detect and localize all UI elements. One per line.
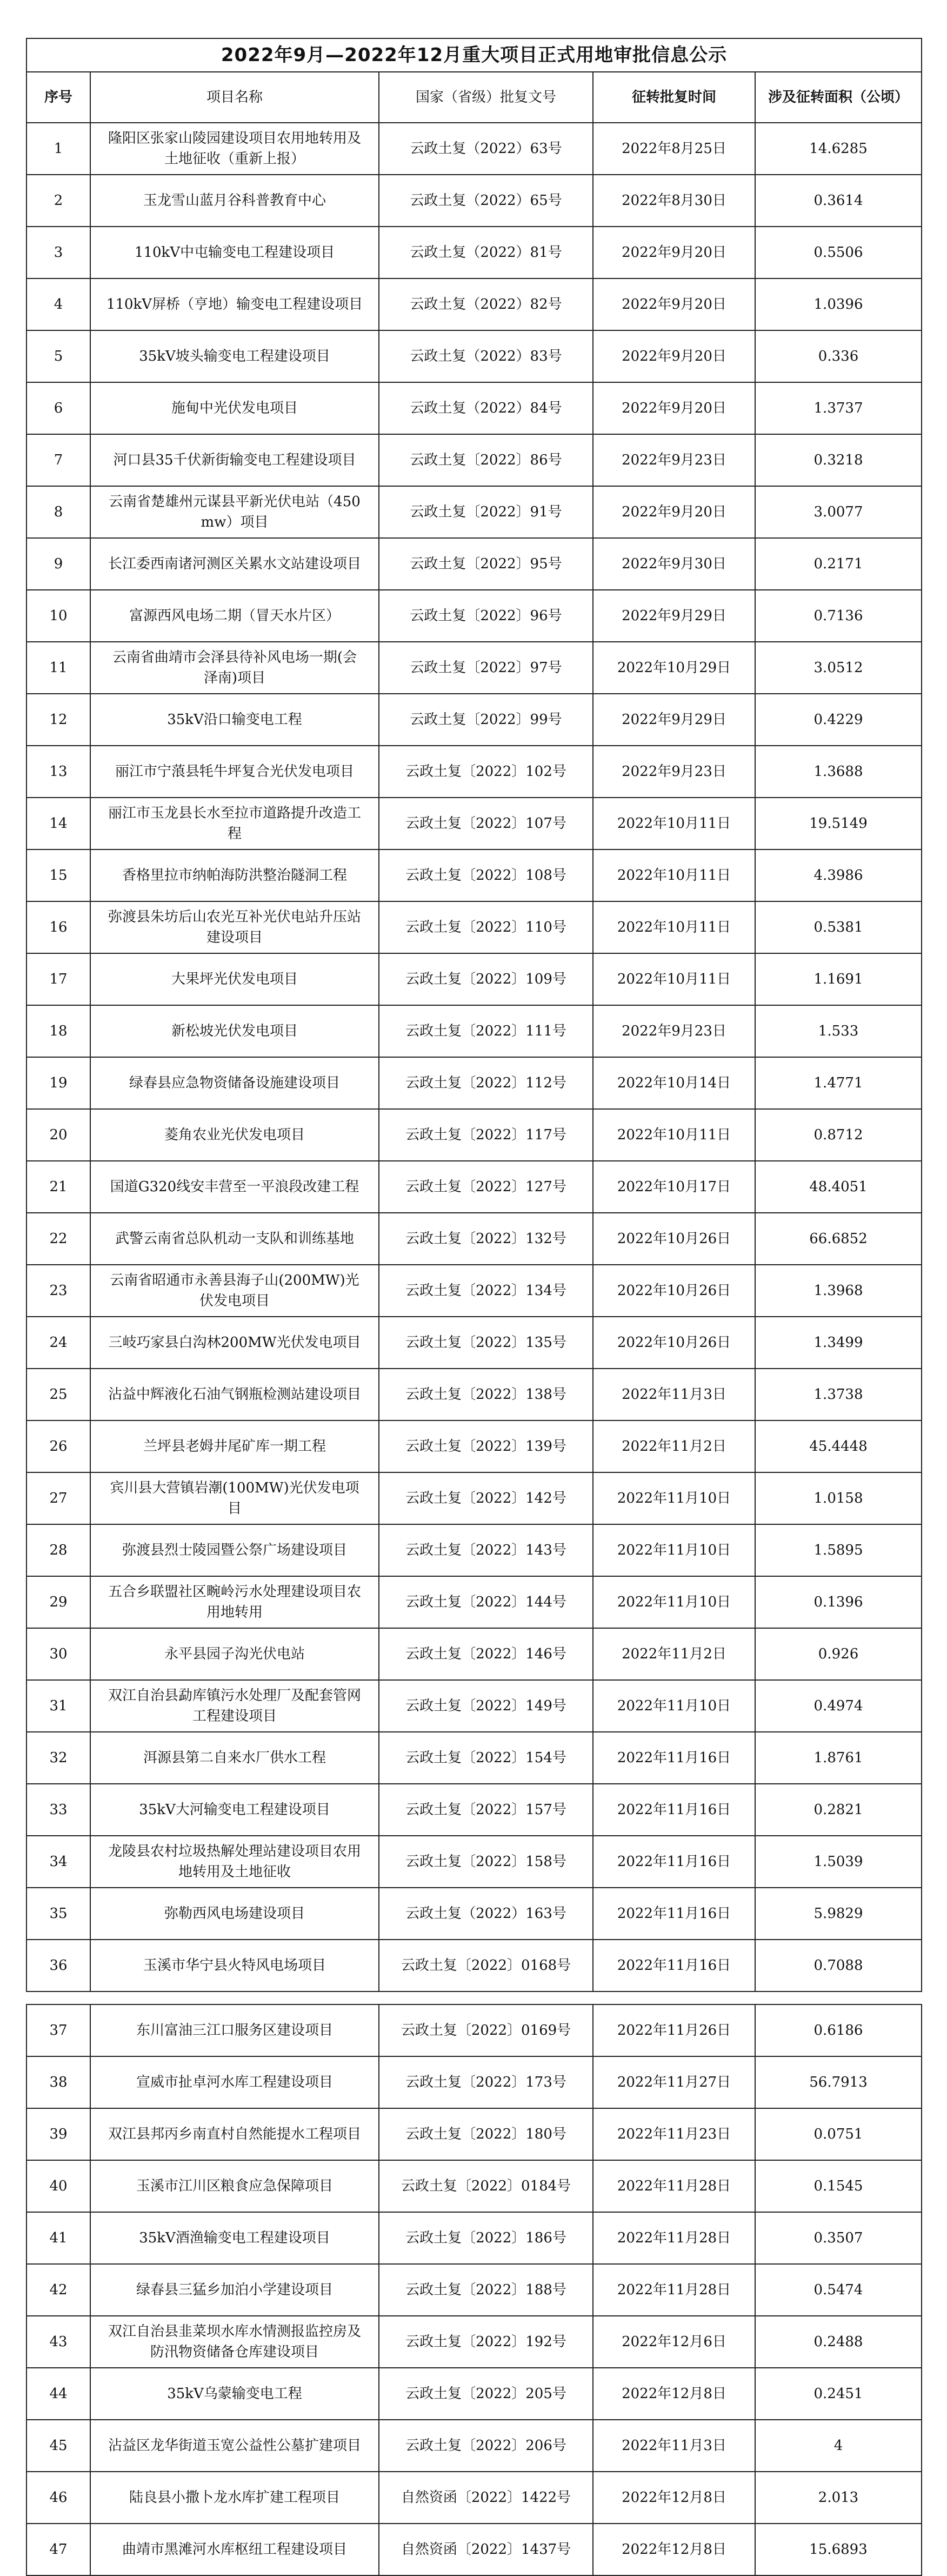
- table-row: [26, 1265, 922, 1317]
- table-row: [26, 1161, 922, 1213]
- area-cell: 4.3986: [755, 849, 922, 901]
- row-number-cell: 10: [26, 590, 90, 642]
- project-name-cell: 菱角农业光伏发电项目: [90, 1109, 379, 1161]
- project-name-cell: 兰坪县老姆井尾矿库一期工程: [90, 1420, 379, 1472]
- area-cell: 3.0512: [755, 642, 922, 694]
- row-number-cell: 47: [26, 2524, 90, 2575]
- row-number-cell: 4: [26, 278, 90, 330]
- approval-number-cell: 云政土复〔2022〕206号: [379, 2420, 593, 2472]
- approval-number-cell: 云政土复〔2022〕117号: [379, 1109, 593, 1161]
- approval-date-cell: 2022年10月26日: [593, 1213, 755, 1265]
- area-cell: 0.0751: [755, 2108, 922, 2160]
- approval-number-cell: 云政土复〔2022〕107号: [379, 798, 593, 849]
- approval-number-cell: 云政土复〔2022〕109号: [379, 953, 593, 1005]
- project-name-cell: 龙陵县农村垃圾热解处理站建设项目农用地转用及土地征收: [90, 1836, 379, 1888]
- table-row: [26, 2524, 922, 2575]
- project-name-cell: 双江自治县韭菜坝水库水情测报监控房及防汛物资储备仓库建设项目: [90, 2316, 379, 2368]
- approval-number-cell: 云政土复（2022）63号: [379, 123, 593, 175]
- area-cell: 0.8712: [755, 1109, 922, 1161]
- row-number-cell: 26: [26, 1420, 90, 1472]
- project-name-cell: 沾益区龙华街道玉宽公益性公墓扩建项目: [90, 2420, 379, 2472]
- table-row: [26, 1369, 922, 1420]
- row-number-cell: 27: [26, 1472, 90, 1524]
- approval-date-cell: 2022年10月11日: [593, 849, 755, 901]
- approval-number-cell: 云政土复（2022）163号: [379, 1888, 593, 1940]
- area-cell: 0.2821: [755, 1784, 922, 1836]
- table-row: [26, 1057, 922, 1109]
- project-name-cell: 弥渡县朱坊后山农光互补光伏电站升压站建设项目: [90, 901, 379, 953]
- area-cell: 0.2488: [755, 2316, 922, 2368]
- table-row: [26, 1317, 922, 1369]
- area-cell: 0.5381: [755, 901, 922, 953]
- approval-date-cell: 2022年11月28日: [593, 2212, 755, 2264]
- approval-date-cell: 2022年11月10日: [593, 1680, 755, 1732]
- project-name-cell: 玉龙雪山蓝月谷科普教育中心: [90, 175, 379, 227]
- approval-number-cell: 云政土复〔2022〕144号: [379, 1576, 593, 1628]
- row-number-cell: 29: [26, 1576, 90, 1628]
- row-number-cell: 17: [26, 953, 90, 1005]
- project-name-cell: 绿春县三猛乡加泊小学建设项目: [90, 2264, 379, 2316]
- row-number-cell: 18: [26, 1005, 90, 1057]
- row-number-cell: 42: [26, 2264, 90, 2316]
- row-number-cell: 3: [26, 227, 90, 278]
- approval-number-cell: 云政土复〔2022〕0169号: [379, 2004, 593, 2056]
- row-number-cell: 35: [26, 1888, 90, 1940]
- approval-date-cell: 2022年11月16日: [593, 1940, 755, 1991]
- area-cell: 0.5474: [755, 2264, 922, 2316]
- area-cell: 1.3738: [755, 1369, 922, 1420]
- area-cell: 0.4229: [755, 694, 922, 746]
- approval-number-cell: 云政土复〔2022〕86号: [379, 434, 593, 486]
- table-row: [26, 2108, 922, 2160]
- table-row: [26, 1576, 922, 1628]
- row-number-cell: 33: [26, 1784, 90, 1836]
- approval-number-cell: 云政土复〔2022〕91号: [379, 486, 593, 538]
- approval-number-cell: 云政土复〔2022〕157号: [379, 1784, 593, 1836]
- approval-date-cell: 2022年9月20日: [593, 382, 755, 434]
- area-cell: 1.533: [755, 1005, 922, 1057]
- approval-date-cell: 2022年11月2日: [593, 1628, 755, 1680]
- project-name-cell: 双江自治县勐库镇污水处理厂及配套管网工程建设项目: [90, 1680, 379, 1732]
- table-row: [26, 278, 922, 330]
- project-name-cell: 国道G320线安丰营至一平浪段改建工程: [90, 1161, 379, 1213]
- approval-number-cell: 云政土复〔2022〕186号: [379, 2212, 593, 2264]
- table-row: [26, 1109, 922, 1161]
- approval-date-cell: 2022年9月23日: [593, 746, 755, 798]
- approval-date-cell: 2022年11月27日: [593, 2056, 755, 2108]
- row-number-cell: 23: [26, 1265, 90, 1317]
- row-number-cell: 1: [26, 123, 90, 175]
- project-name-cell: 宾川县大营镇岩潮(100MW)光伏发电项目: [90, 1472, 379, 1524]
- row-number-cell: 9: [26, 538, 90, 590]
- approval-number-cell: 云政土复〔2022〕108号: [379, 849, 593, 901]
- table-row: [26, 1472, 922, 1524]
- table-row: [26, 746, 922, 798]
- header-approval-number: 国家（省级）批复文号: [379, 72, 593, 123]
- area-cell: 0.1545: [755, 2160, 922, 2212]
- table-row: [26, 1680, 922, 1732]
- project-name-cell: 玉溪市华宁县火特风电场项目: [90, 1940, 379, 1991]
- approval-date-cell: 2022年12月8日: [593, 2524, 755, 2575]
- approval-number-cell: 云政土复（2022）81号: [379, 227, 593, 278]
- project-name-cell: 三岐巧家县白沟林200MW光伏发电项目: [90, 1317, 379, 1369]
- row-number-cell: 44: [26, 2368, 90, 2420]
- project-name-cell: 东川富油三江口服务区建设项目: [90, 2004, 379, 2056]
- table-row: [26, 1836, 922, 1888]
- project-name-cell: 35kV酒渔输变电工程建设项目: [90, 2212, 379, 2264]
- table-row: [26, 330, 922, 382]
- approval-date-cell: 2022年9月20日: [593, 486, 755, 538]
- approval-number-cell: 云政土复〔2022〕97号: [379, 642, 593, 694]
- table-row: [26, 1628, 922, 1680]
- approval-date-cell: 2022年10月26日: [593, 1265, 755, 1317]
- approval-number-cell: 云政土复〔2022〕111号: [379, 1005, 593, 1057]
- approval-number-cell: 云政土复〔2022〕192号: [379, 2316, 593, 2368]
- approval-date-cell: 2022年9月29日: [593, 590, 755, 642]
- project-name-cell: 35kV坡头输变电工程建设项目: [90, 330, 379, 382]
- approval-number-cell: 云政土复〔2022〕132号: [379, 1213, 593, 1265]
- row-number-cell: 39: [26, 2108, 90, 2160]
- area-cell: 3.0077: [755, 486, 922, 538]
- row-number-cell: 16: [26, 901, 90, 953]
- area-cell: 0.2451: [755, 2368, 922, 2420]
- area-cell: 0.5506: [755, 227, 922, 278]
- row-number-cell: 6: [26, 382, 90, 434]
- project-name-cell: 110kV屏桥（亨地）输变电工程建设项目: [90, 278, 379, 330]
- approval-number-cell: 云政土复（2022）65号: [379, 175, 593, 227]
- area-cell: 2.013: [755, 2472, 922, 2524]
- approval-number-cell: 云政土复〔2022〕127号: [379, 1161, 593, 1213]
- table-row: [26, 2160, 922, 2212]
- row-number-cell: 21: [26, 1161, 90, 1213]
- project-name-cell: 35kV大河输变电工程建设项目: [90, 1784, 379, 1836]
- approval-number-cell: 云政土复〔2022〕142号: [379, 1472, 593, 1524]
- area-cell: 0.4974: [755, 1680, 922, 1732]
- project-name-cell: 玉溪市江川区粮食应急保障项目: [90, 2160, 379, 2212]
- table-row: [26, 382, 922, 434]
- row-number-cell: 30: [26, 1628, 90, 1680]
- table-row: [26, 1940, 922, 1991]
- approval-date-cell: 2022年10月29日: [593, 642, 755, 694]
- row-number-cell: 45: [26, 2420, 90, 2472]
- table-row: [26, 2368, 922, 2420]
- area-cell: 1.3968: [755, 1265, 922, 1317]
- project-name-cell: 永平县园子沟光伏电站: [90, 1628, 379, 1680]
- project-name-cell: 云南省昭通市永善县海子山(200MW)光伏发电项目: [90, 1265, 379, 1317]
- approval-number-cell: 云政土复（2022）82号: [379, 278, 593, 330]
- row-number-cell: 8: [26, 486, 90, 538]
- approval-date-cell: 2022年11月10日: [593, 1576, 755, 1628]
- area-cell: 66.6852: [755, 1213, 922, 1265]
- approval-date-cell: 2022年11月10日: [593, 1524, 755, 1576]
- page-gap: [26, 1992, 921, 2004]
- project-name-cell: 弥渡县烈士陵园暨公祭广场建设项目: [90, 1524, 379, 1576]
- table-row: [26, 538, 922, 590]
- area-cell: 0.7088: [755, 1940, 922, 1991]
- approval-date-cell: 2022年9月20日: [593, 227, 755, 278]
- header-project-name: 项目名称: [90, 72, 379, 123]
- table-row: [26, 175, 922, 227]
- project-name-cell: 丽江市玉龙县长水至拉市道路提升改造工程: [90, 798, 379, 849]
- area-cell: 1.1691: [755, 953, 922, 1005]
- approval-date-cell: 2022年11月10日: [593, 1472, 755, 1524]
- project-name-cell: 沾益中辉液化石油气钢瓶检测站建设项目: [90, 1369, 379, 1420]
- project-name-cell: 大果坪光伏发电项目: [90, 953, 379, 1005]
- project-name-cell: 河口县35千伏新街输变电工程建设项目: [90, 434, 379, 486]
- approval-number-cell: 云政土复〔2022〕110号: [379, 901, 593, 953]
- area-cell: 1.3688: [755, 746, 922, 798]
- area-cell: 56.7913: [755, 2056, 922, 2108]
- table-row: [26, 2212, 922, 2264]
- project-name-cell: 丽江市宁蒗县牦牛坪复合光伏发电项目: [90, 746, 379, 798]
- approval-date-cell: 2022年11月2日: [593, 1420, 755, 1472]
- table-row: [26, 227, 922, 278]
- approval-date-cell: 2022年12月8日: [593, 2368, 755, 2420]
- approval-date-cell: 2022年11月3日: [593, 1369, 755, 1420]
- approval-date-cell: 2022年9月23日: [593, 1005, 755, 1057]
- approval-date-cell: 2022年11月16日: [593, 1732, 755, 1784]
- header-approval-date: 征转批复时间: [593, 72, 755, 123]
- row-number-cell: 24: [26, 1317, 90, 1369]
- approval-date-cell: 2022年9月20日: [593, 278, 755, 330]
- project-name-cell: 洱源县第二自来水厂供水工程: [90, 1732, 379, 1784]
- approval-date-cell: 2022年9月23日: [593, 434, 755, 486]
- approval-date-cell: 2022年11月23日: [593, 2108, 755, 2160]
- area-cell: 0.3507: [755, 2212, 922, 2264]
- approval-date-cell: 2022年9月30日: [593, 538, 755, 590]
- approval-date-cell: 2022年8月30日: [593, 175, 755, 227]
- approval-number-cell: 云政土复〔2022〕149号: [379, 1680, 593, 1732]
- project-name-cell: 110kV中屯输变电工程建设项目: [90, 227, 379, 278]
- approval-number-cell: 云政土复〔2022〕139号: [379, 1420, 593, 1472]
- approval-date-cell: 2022年11月16日: [593, 1836, 755, 1888]
- project-name-cell: 云南省曲靖市会泽县待补风电场一期(会泽南)项目: [90, 642, 379, 694]
- table-row: [26, 1784, 922, 1836]
- table-row: [26, 849, 922, 901]
- approval-date-cell: 2022年9月20日: [593, 330, 755, 382]
- table-row: [26, 1420, 922, 1472]
- approval-date-cell: 2022年9月29日: [593, 694, 755, 746]
- row-number-cell: 40: [26, 2160, 90, 2212]
- approval-number-cell: 云政土复〔2022〕0184号: [379, 2160, 593, 2212]
- row-number-cell: 11: [26, 642, 90, 694]
- table-row: [26, 2316, 922, 2368]
- approval-date-cell: 2022年10月11日: [593, 901, 755, 953]
- area-cell: 0.1396: [755, 1576, 922, 1628]
- approval-date-cell: 2022年10月11日: [593, 798, 755, 849]
- project-name-cell: 弥勒西风电场建设项目: [90, 1888, 379, 1940]
- table-row: [26, 642, 922, 694]
- approval-number-cell: 云政土复〔2022〕134号: [379, 1265, 593, 1317]
- row-number-cell: 22: [26, 1213, 90, 1265]
- table-row: [26, 1005, 922, 1057]
- approval-number-cell: 云政土复〔2022〕112号: [379, 1057, 593, 1109]
- table-row: [26, 2004, 922, 2056]
- project-name-cell: 35kV乌蒙输变电工程: [90, 2368, 379, 2420]
- area-cell: 0.3614: [755, 175, 922, 227]
- approval-date-cell: 2022年11月16日: [593, 1784, 755, 1836]
- project-name-cell: 新松坡光伏发电项目: [90, 1005, 379, 1057]
- row-number-cell: 5: [26, 330, 90, 382]
- row-number-cell: 15: [26, 849, 90, 901]
- row-number-cell: 2: [26, 175, 90, 227]
- table-row: [26, 694, 922, 746]
- row-number-cell: 37: [26, 2004, 90, 2056]
- approval-number-cell: 云政土复（2022）84号: [379, 382, 593, 434]
- approval-table: [26, 38, 922, 1992]
- approval-number-cell: 云政土复〔2022〕146号: [379, 1628, 593, 1680]
- approval-number-cell: 云政土复〔2022〕188号: [379, 2264, 593, 2316]
- table-row: [26, 901, 922, 953]
- area-cell: 14.6285: [755, 123, 922, 175]
- table-row: [26, 2472, 922, 2524]
- table-row: [26, 434, 922, 486]
- project-name-cell: 五合乡联盟社区畹岭污水处理建设项目农用地转用: [90, 1576, 379, 1628]
- area-cell: 0.336: [755, 330, 922, 382]
- table-body-part1: [26, 123, 922, 1991]
- row-number-cell: 25: [26, 1369, 90, 1420]
- approval-number-cell: 云政土复〔2022〕135号: [379, 1317, 593, 1369]
- area-cell: 0.926: [755, 1628, 922, 1680]
- row-number-cell: 28: [26, 1524, 90, 1576]
- approval-number-cell: 自然资函〔2022〕1422号: [379, 2472, 593, 2524]
- row-number-cell: 12: [26, 694, 90, 746]
- area-cell: 1.5895: [755, 1524, 922, 1576]
- area-cell: 5.9829: [755, 1888, 922, 1940]
- table-row: [26, 2056, 922, 2108]
- table-row: [26, 953, 922, 1005]
- approval-date-cell: 2022年11月26日: [593, 2004, 755, 2056]
- row-number-cell: 31: [26, 1680, 90, 1732]
- approval-date-cell: 2022年8月25日: [593, 123, 755, 175]
- project-name-cell: 陆良县小撒卜龙水库扩建工程项目: [90, 2472, 379, 2524]
- approval-date-cell: 2022年10月11日: [593, 953, 755, 1005]
- project-name-cell: 绿春县应急物资储备设施建设项目: [90, 1057, 379, 1109]
- area-cell: 48.4051: [755, 1161, 922, 1213]
- table-row: [26, 2420, 922, 2472]
- project-name-cell: 施甸中光伏发电项目: [90, 382, 379, 434]
- area-cell: 1.0396: [755, 278, 922, 330]
- approval-number-cell: 云政土复（2022）83号: [379, 330, 593, 382]
- approval-date-cell: 2022年10月26日: [593, 1317, 755, 1369]
- header-row: [26, 72, 922, 123]
- approval-number-cell: 云政土复〔2022〕95号: [379, 538, 593, 590]
- row-number-cell: 34: [26, 1836, 90, 1888]
- area-cell: 1.3737: [755, 382, 922, 434]
- project-name-cell: 云南省楚雄州元谋县平新光伏电站（450mw）项目: [90, 486, 379, 538]
- project-name-cell: 长江委西南诸河测区关累水文站建设项目: [90, 538, 379, 590]
- row-number-cell: 14: [26, 798, 90, 849]
- row-number-cell: 38: [26, 2056, 90, 2108]
- approval-date-cell: 2022年11月16日: [593, 1888, 755, 1940]
- area-cell: 4: [755, 2420, 922, 2472]
- table-row: [26, 123, 922, 175]
- approval-number-cell: 云政土复〔2022〕158号: [379, 1836, 593, 1888]
- area-cell: 1.8761: [755, 1732, 922, 1784]
- approval-date-cell: 2022年12月6日: [593, 2316, 755, 2368]
- approval-date-cell: 2022年11月28日: [593, 2264, 755, 2316]
- approval-number-cell: 云政土复〔2022〕173号: [379, 2056, 593, 2108]
- approval-number-cell: 云政土复〔2022〕99号: [379, 694, 593, 746]
- row-number-cell: 19: [26, 1057, 90, 1109]
- area-cell: 45.4448: [755, 1420, 922, 1472]
- approval-date-cell: 2022年10月17日: [593, 1161, 755, 1213]
- table-row: [26, 1213, 922, 1265]
- project-name-cell: 宣威市扯卓河水库工程建设项目: [90, 2056, 379, 2108]
- approval-table-continued: [26, 2004, 922, 2576]
- table-body-part2: [26, 2004, 922, 2575]
- table-row: [26, 486, 922, 538]
- header-no: 序号: [26, 72, 90, 123]
- approval-number-cell: 云政土复〔2022〕143号: [379, 1524, 593, 1576]
- approval-date-cell: 2022年11月3日: [593, 2420, 755, 2472]
- project-name-cell: 曲靖市黑滩河水库枢纽工程建设项目: [90, 2524, 379, 2575]
- approval-number-cell: 云政土复〔2022〕180号: [379, 2108, 593, 2160]
- area-cell: 1.3499: [755, 1317, 922, 1369]
- area-cell: 0.2171: [755, 538, 922, 590]
- project-name-cell: 香格里拉市纳帕海防洪整治隧洞工程: [90, 849, 379, 901]
- row-number-cell: 13: [26, 746, 90, 798]
- row-number-cell: 43: [26, 2316, 90, 2368]
- approval-number-cell: 云政土复〔2022〕138号: [379, 1369, 593, 1420]
- approval-notice-sheet: [26, 38, 921, 2576]
- area-cell: 1.4771: [755, 1057, 922, 1109]
- table-row: [26, 1732, 922, 1784]
- approval-date-cell: 2022年10月11日: [593, 1109, 755, 1161]
- project-name-cell: 武警云南省总队机动一支队和训练基地: [90, 1213, 379, 1265]
- table-row: [26, 1888, 922, 1940]
- project-name-cell: 隆阳区张家山陵园建设项目农用地转用及土地征收（重新上报）: [90, 123, 379, 175]
- row-number-cell: 41: [26, 2212, 90, 2264]
- table-row: [26, 2264, 922, 2316]
- area-cell: 1.0158: [755, 1472, 922, 1524]
- approval-date-cell: 2022年12月8日: [593, 2472, 755, 2524]
- header-area: 涉及征转面积（公顷）: [755, 72, 922, 123]
- approval-number-cell: 云政土复〔2022〕96号: [379, 590, 593, 642]
- approval-date-cell: 2022年10月14日: [593, 1057, 755, 1109]
- approval-number-cell: 云政土复〔2022〕102号: [379, 746, 593, 798]
- approval-date-cell: 2022年11月28日: [593, 2160, 755, 2212]
- project-name-cell: 双江县邦丙乡南直村自然能提水工程项目: [90, 2108, 379, 2160]
- area-cell: 1.5039: [755, 1836, 922, 1888]
- area-cell: 0.7136: [755, 590, 922, 642]
- approval-number-cell: 云政土复〔2022〕0168号: [379, 1940, 593, 1991]
- approval-number-cell: 云政土复〔2022〕205号: [379, 2368, 593, 2420]
- project-name-cell: 富源西风电场二期（冒天水片区）: [90, 590, 379, 642]
- row-number-cell: 7: [26, 434, 90, 486]
- table-row: [26, 590, 922, 642]
- area-cell: 15.6893: [755, 2524, 922, 2575]
- area-cell: 0.6186: [755, 2004, 922, 2056]
- table-row: [26, 798, 922, 849]
- row-number-cell: 36: [26, 1940, 90, 1991]
- area-cell: 19.5149: [755, 798, 922, 849]
- row-number-cell: 20: [26, 1109, 90, 1161]
- approval-number-cell: 云政土复〔2022〕154号: [379, 1732, 593, 1784]
- table-title: 2022年9月—2022年12月重大项目正式用地审批信息公示: [26, 38, 922, 72]
- row-number-cell: 46: [26, 2472, 90, 2524]
- table-row: [26, 1524, 922, 1576]
- area-cell: 0.3218: [755, 434, 922, 486]
- project-name-cell: 35kV沿口输变电工程: [90, 694, 379, 746]
- row-number-cell: 32: [26, 1732, 90, 1784]
- approval-number-cell: 自然资函〔2022〕1437号: [379, 2524, 593, 2575]
